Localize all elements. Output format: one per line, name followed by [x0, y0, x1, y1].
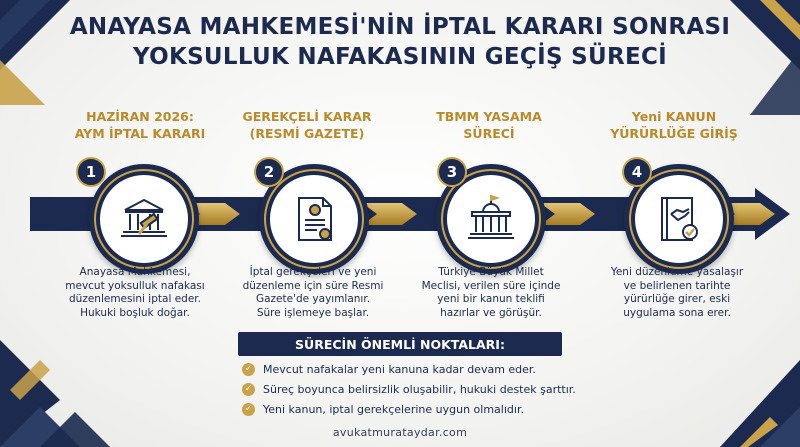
step-3-desc-line: Meclisi, verilen süre içinde: [421, 279, 561, 292]
check-icon: ✓: [242, 383, 255, 396]
step-1-circle: [89, 164, 199, 274]
step-1-description: [40, 266, 230, 320]
step-3-desc-line: hazırlar ve görüşür.: [440, 306, 542, 319]
title-line-2: YOKSULLUK NAFAKASININ GEÇİŞ SÜRECİ: [132, 44, 668, 70]
step-4-number: 4: [622, 157, 652, 187]
step-4-heading: [584, 108, 764, 142]
title-line-1: ANAYASA MAHKEMESİ'NİN İPTAL KARARI SONRASI: [69, 14, 731, 40]
step-4-desc-line: ve belirlenen tarihte: [623, 279, 731, 292]
note-text: Mevcut nafakalar yeni kanuna kadar devam eder.: [263, 362, 536, 376]
notes-list: [242, 359, 662, 419]
step-3-desc-line: Türkiye Büyük Millet: [438, 266, 544, 278]
step-3-heading: [399, 108, 579, 142]
step-2-desc-line: Süre işlemeye başlar.: [256, 306, 370, 319]
step-3-description: [396, 266, 586, 320]
step-3-heading-line-2: SÜRECİ: [463, 126, 515, 141]
step-4-desc-line: Yeni düzenleme yasalaşır: [610, 266, 744, 278]
check-icon: ✓: [242, 363, 255, 376]
step-2-desc-line: İptal gerekçeleri ve yeni: [249, 266, 377, 278]
check-icon: ✓: [242, 403, 255, 416]
note-text: Süreç boyunca belirsizlik oluşabilir, hukuki destek şarttır.: [263, 382, 576, 396]
step-1-heading-line-2: AYM İPTAL KARARI: [74, 126, 206, 141]
step-1-number: 1: [76, 157, 106, 187]
note-text: Yeni kanun, iptal gerekçelerine uygun olmalıdır.: [263, 402, 524, 416]
step-4-description: [582, 266, 772, 320]
step-1-desc-line: Hukuki boşluk doğar.: [80, 306, 190, 319]
step-4-heading-line-1: Yeni KANUN: [631, 109, 717, 124]
step-2-number: 2: [254, 157, 284, 187]
step-2-desc-line: Gazete'de yayımlanır.: [255, 293, 371, 305]
step-2-description: [218, 266, 408, 320]
notes-heading: SÜRECİN ÖNEMLİ NOKTALARI:: [238, 332, 562, 356]
step-4-desc-line: uygulama sona erer.: [623, 306, 731, 319]
step-4-desc-line: yürürlüğe girer, eski: [623, 293, 731, 305]
step-2-heading-line-1: GEREKÇELİ KARAR: [242, 109, 372, 124]
step-1-desc-line: mevcut yoksulluk nafakası: [65, 279, 205, 292]
step-2-heading: [217, 108, 397, 142]
step-1-desc-line: Anayasa Mahkemesi,: [79, 266, 191, 278]
law-book-handshake-icon: [652, 192, 706, 246]
step-3-number: 3: [437, 157, 467, 187]
step-1-heading: [50, 108, 230, 142]
list-item: [242, 399, 662, 419]
footer-website: avukatmurataydar.com: [332, 426, 468, 439]
courthouse-gavel-icon: [117, 192, 171, 246]
parliament-building-icon: [464, 192, 518, 246]
list-item: [242, 359, 662, 379]
step-3-heading-line-1: TBMM YASAMA: [436, 109, 542, 124]
step-2-heading-line-2: (RESMİ GAZETE): [249, 126, 365, 141]
step-2-desc-line: düzenleme için süre Resmi: [242, 279, 384, 292]
step-4-heading-line-2: YÜRÜRLÜĞE GİRİŞ: [610, 126, 738, 141]
step-3-desc-line: yeni bir kanun teklifi: [437, 293, 545, 305]
step-1-heading-line-1: HAZİRAN 2026:: [86, 109, 194, 124]
official-gazette-document-icon: [287, 192, 341, 246]
list-item: [242, 379, 662, 399]
step-1-desc-line: düzenlemesini iptal eder.: [69, 293, 201, 305]
